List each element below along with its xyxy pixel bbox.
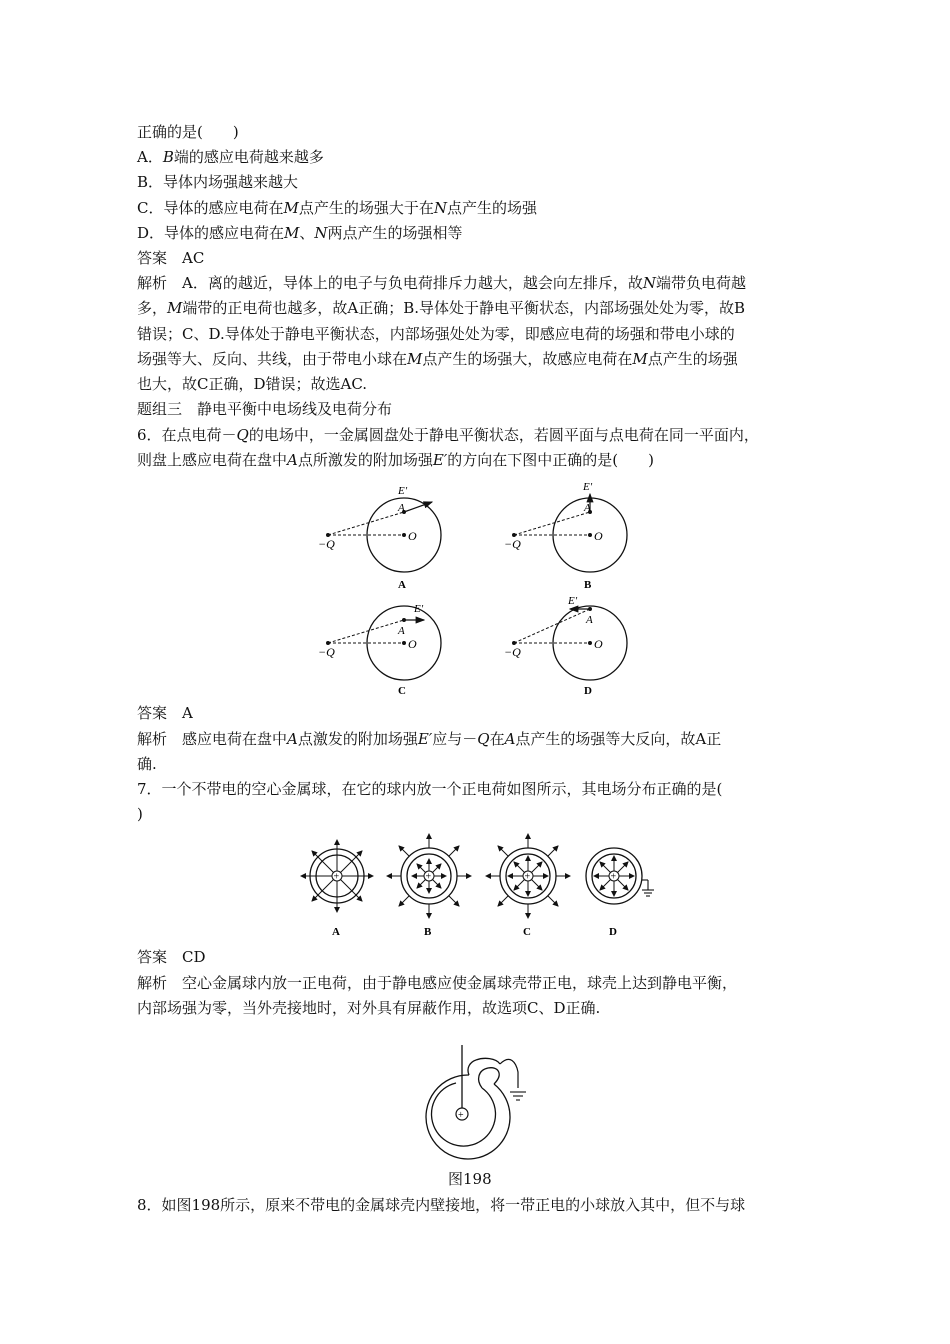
ground-symbol	[510, 1092, 526, 1100]
q5-stem-end: 正确的是( )	[137, 123, 239, 141]
charge-sign: +	[610, 871, 617, 883]
field-label: E′	[414, 603, 424, 615]
dashed-line	[328, 620, 404, 643]
q7-figure	[296, 830, 666, 940]
option-label: D	[584, 685, 592, 697]
charge-label: −Q	[504, 537, 521, 551]
q6-panel-a	[318, 485, 441, 591]
q7-option-a	[301, 840, 373, 938]
option-label: B	[424, 926, 432, 938]
field-label: E′	[583, 481, 593, 493]
ground-wire	[500, 1059, 518, 1088]
q5-analysis-line-1: 解析 A．离的越近，导体上的电子与负电荷排斥力越大，越会向左排斥，故N端带负电荷越	[137, 274, 746, 292]
field-label: E′	[568, 595, 578, 607]
center-label: O	[594, 529, 603, 543]
figure-caption: 图198	[448, 1170, 492, 1188]
section-title: 题组三 静电平衡中电场线及电荷分布	[137, 400, 393, 418]
option-label: C	[523, 926, 531, 938]
q7-option-c	[486, 834, 570, 938]
charge-label: −Q	[318, 537, 335, 551]
q6-analysis-line-2: 确.	[137, 755, 157, 773]
q6-panel-d	[504, 595, 627, 697]
q5-option-c: C．导体的感应电荷在M点产生的场强大于在N点产生的场强	[137, 199, 537, 217]
ground-symbol	[642, 880, 654, 896]
charge-sign: +	[333, 871, 340, 883]
q7-option-d	[586, 848, 654, 938]
option-label: D	[609, 926, 617, 938]
q5-analysis-line-5: 也大，故C正确，D错误；故选AC.	[137, 375, 368, 393]
charge-sign: +	[524, 871, 531, 883]
q5-option-d: D．导体的感应电荷在M、N两点产生的场强相等	[137, 224, 463, 242]
point-label: A	[586, 614, 593, 626]
q5-option-a: A．B端的感应电荷越来越多	[137, 148, 324, 166]
q7-analysis-line-1: 解析 空心金属球内放一正电荷，由于静电感应使金属球壳带正电，球壳上达到静电平衡，	[137, 974, 738, 992]
charge-sign: +	[425, 871, 432, 883]
charge-sign: +	[458, 1110, 464, 1121]
q5-analysis-line-3: 错误；C、D.导体处于静电平衡状态，内部场强处处为零，即感应电荷的场强和带电小球的	[137, 325, 735, 343]
figure-198	[400, 1040, 550, 1170]
option-label: A	[332, 926, 340, 938]
point-label: A	[398, 502, 405, 514]
q7-option-b	[387, 834, 471, 938]
center-label: O	[594, 637, 603, 651]
charge-label: −Q	[318, 645, 335, 659]
charge-label: −Q	[504, 645, 521, 659]
q7-analysis-line-2: 内部场强为零，当外壳接地时，对外具有屏蔽作用，故选项C、D正确.	[137, 999, 601, 1017]
q6-stem-line-2: 则盘上感应电荷在盘中A点所激发的附加场强E′的方向在下图中正确的是( )	[137, 451, 654, 469]
q6-stem-line-1: 6．在点电荷－Q的电场中，一金属圆盘处于静电平衡状态，若圆平面与点电荷在同一平面内，	[137, 426, 759, 444]
q7-stem-line-2: )	[137, 805, 143, 823]
shell-opening-edge	[468, 1060, 476, 1075]
dashed-line	[514, 512, 590, 535]
q6-answer: 答案 A	[137, 704, 193, 722]
point-label: A	[398, 625, 405, 637]
q5-analysis-line-2: 多，M端带的正电荷也越多，故A正确；B.导体处于静电平衡状态，内部场强处处为零，故B	[137, 299, 746, 317]
q7-stem-line-1: 7．一个不带电的空心金属球，在它的球内放一个正电荷如图所示，其电场分布正确的是(	[137, 780, 723, 798]
q6-panel-b	[504, 481, 627, 591]
q5-option-b: B．导体内场强越来越大	[137, 173, 299, 191]
q6-panel-c	[318, 603, 441, 697]
center-label: O	[408, 637, 417, 651]
option-label: B	[584, 579, 592, 591]
q7-answer: 答案 CD	[137, 948, 206, 966]
option-label: A	[398, 579, 406, 591]
point-label: A	[584, 502, 591, 514]
dashed-line	[328, 512, 404, 535]
q6-analysis-line-1: 解析 感应电荷在盘中A点激发的附加场强E′应与－Q在A点产生的场强等大反向，故A正	[137, 730, 722, 748]
shell-opening-edge	[476, 1058, 500, 1064]
center-label: O	[408, 529, 417, 543]
q8-stem: 8．如图198所示，原来不带电的金属球壳内壁接地，将一带正电的小球放入其中，但不与球	[137, 1196, 746, 1214]
dashed-line	[514, 609, 590, 643]
q6-figure	[300, 478, 650, 700]
option-label: C	[398, 685, 406, 697]
field-label: E′	[398, 485, 408, 497]
q5-answer: 答案 AC	[137, 249, 205, 267]
q5-analysis-line-4: 场强等大、反向、共线，由于带电小球在M点产生的场强大，故感应电荷在M点产生的场强	[137, 350, 738, 368]
